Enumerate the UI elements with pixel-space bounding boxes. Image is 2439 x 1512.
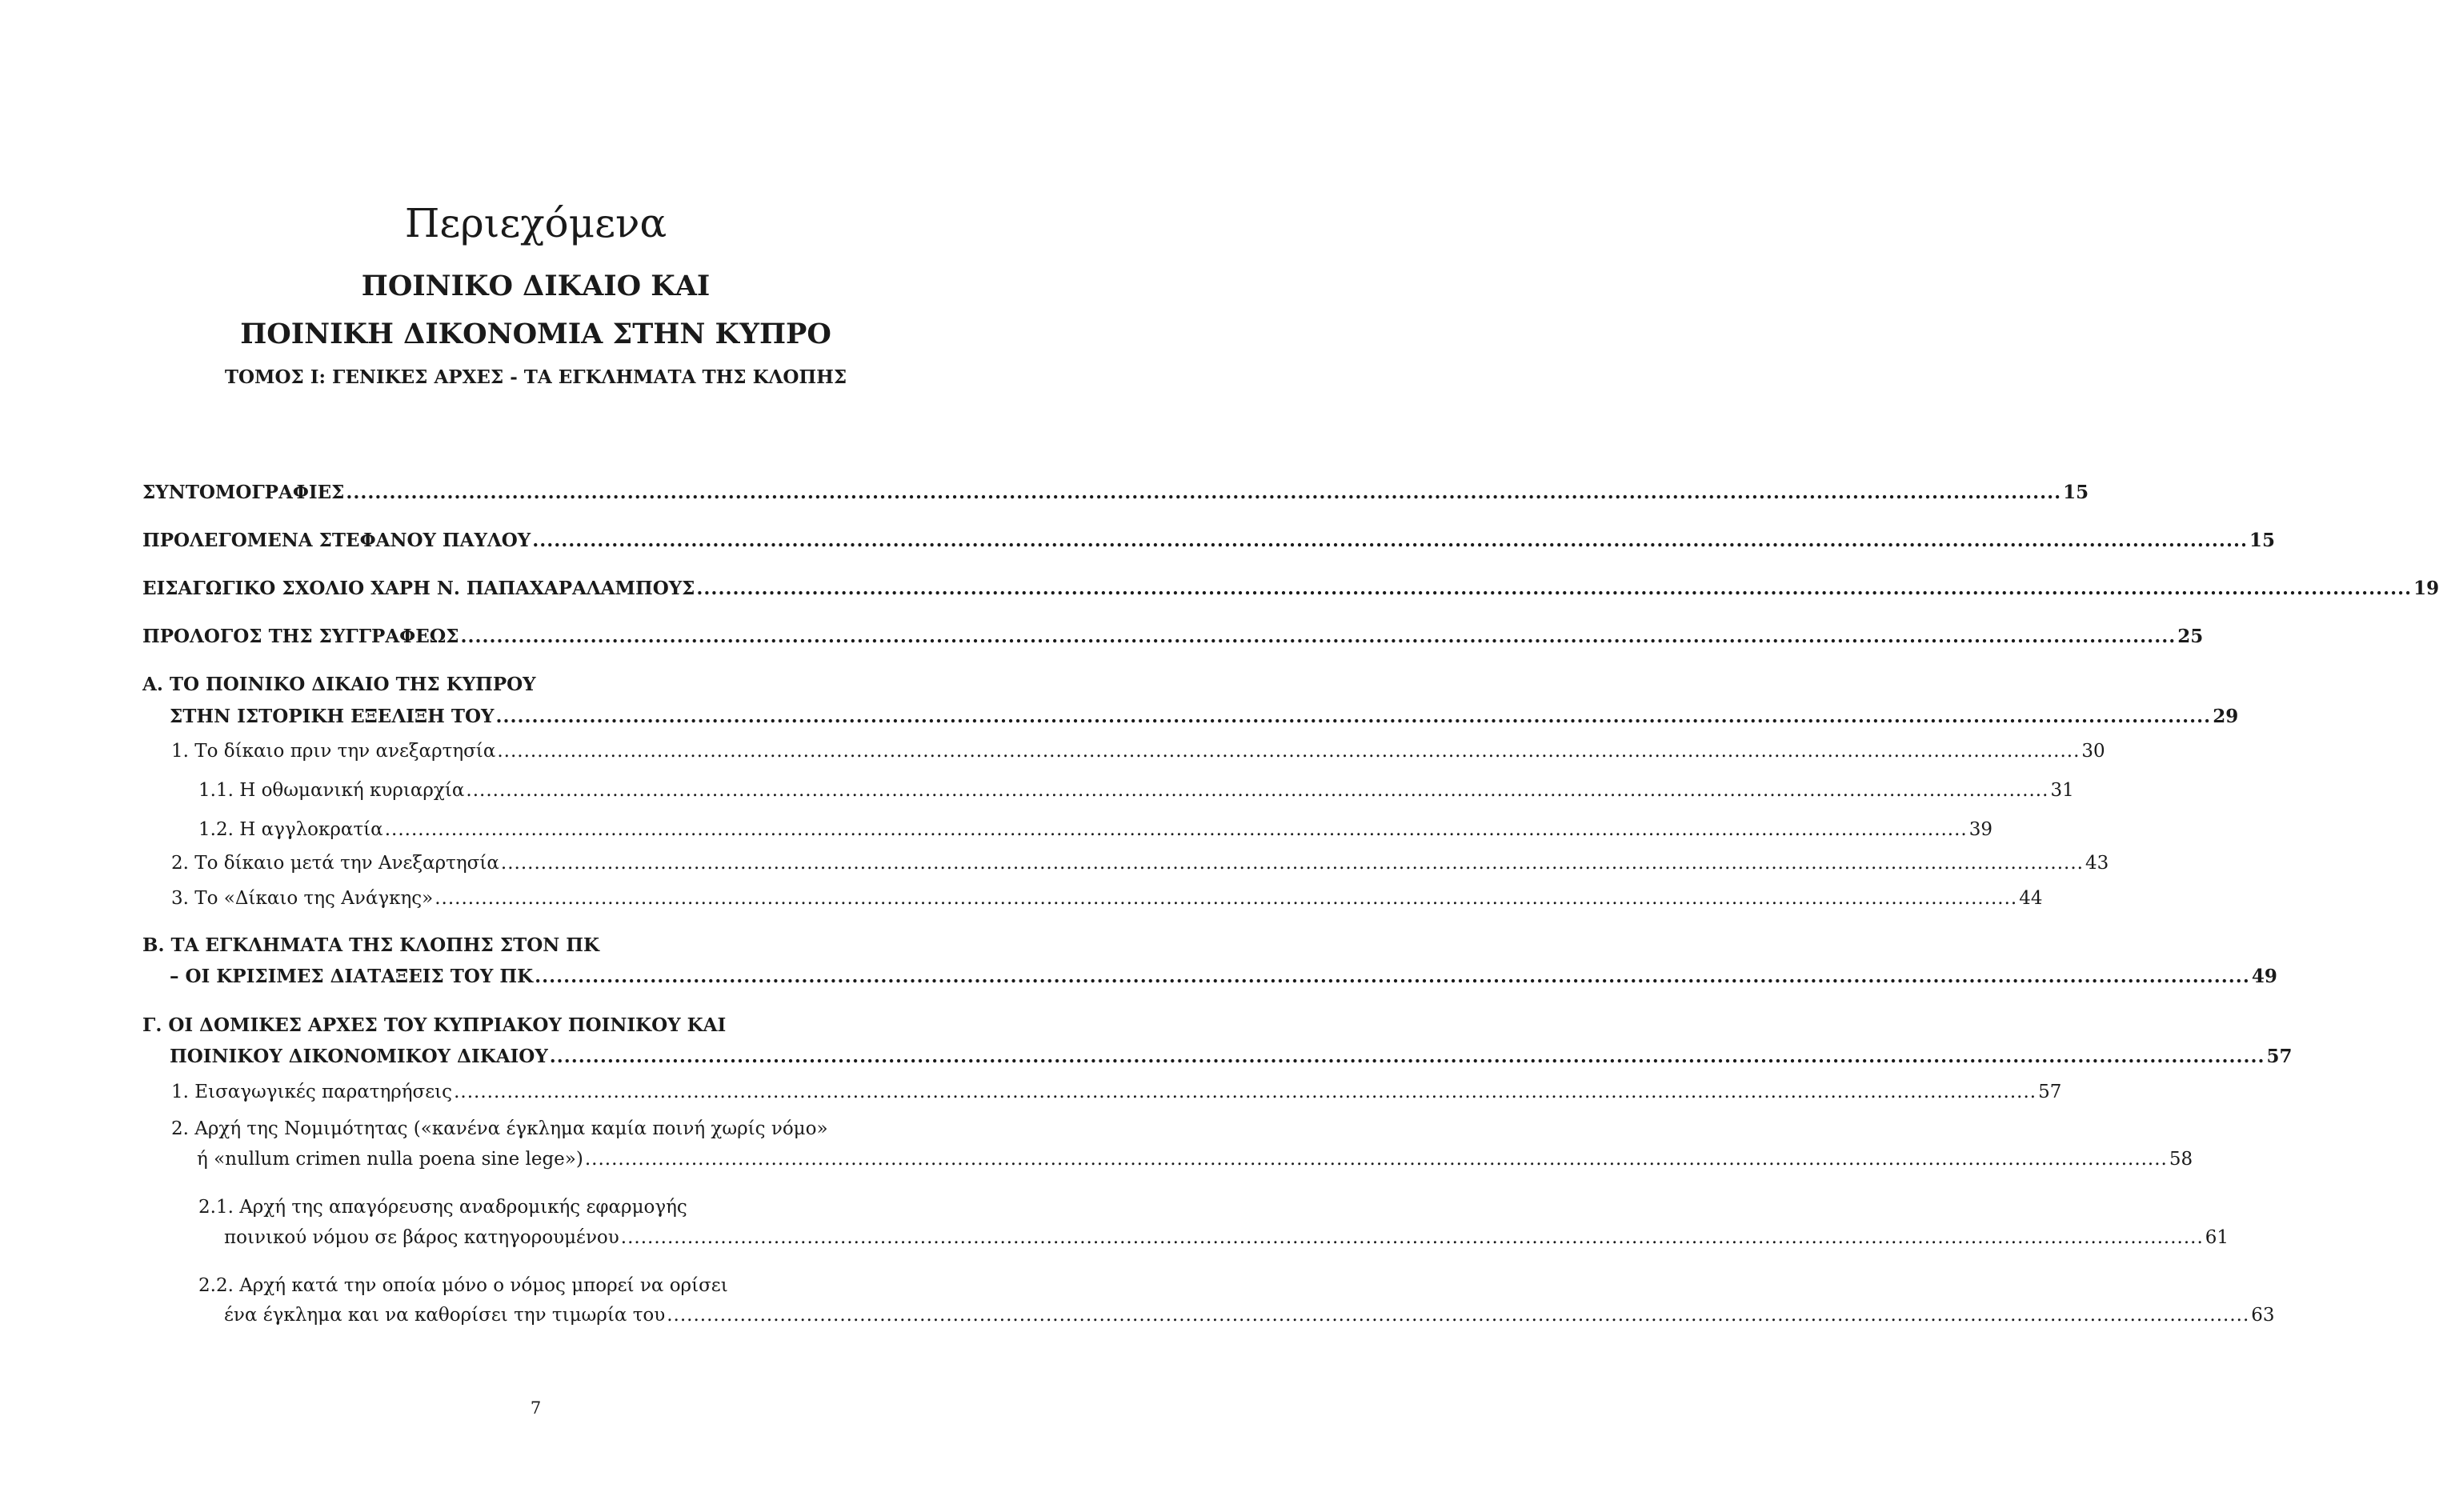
book-subtitle: ΤΟΜΟΣ Ι: ΓΕΝΙΚΕΣ ΑΡΧΕΣ - ΤΑ ΕΓΚΛΗΜΑΤΑ ΤΗΣ ΚΛΟΠΗΣ	[224, 366, 847, 388]
toc-entry-page: 63	[2251, 1305, 2275, 1326]
toc-entry-page: 58	[2169, 1149, 2193, 1170]
toc-entry-page: 44	[2019, 888, 2043, 909]
dot-leader	[550, 1046, 2265, 1067]
toc-entry-intro-note	[142, 578, 2439, 599]
toc-item	[224, 1305, 2275, 1326]
toc-entry-abbreviations	[142, 482, 2089, 503]
toc-entry-title: ΠΟΙΝΙΚΟΥ ΔΙΚΟΝΟΜΙΚΟΥ ΔΙΚΑΙΟΥ	[170, 1046, 548, 1067]
toc-entry-page: 30	[2081, 741, 2105, 762]
dot-leader	[346, 482, 2061, 503]
toc-entry-title: ΣΥΝΤΟΜΟΓΡΑΦΙΕΣ	[142, 482, 345, 503]
toc-entry-foreword	[142, 530, 2275, 551]
toc-entry-title: 1.1. Η οθωμανική κυριαρχία	[198, 780, 465, 801]
toc-entry-title: 1. Εισαγωγικές παρατηρήσεις	[171, 1082, 453, 1102]
dot-leader	[454, 1082, 2037, 1102]
toc-entry-page: 49	[2251, 966, 2277, 987]
toc-section-c	[170, 1046, 2293, 1067]
dot-leader	[585, 1149, 2168, 1170]
toc-item	[198, 780, 2074, 801]
book-title-line-1: ΠΟΙΝΙΚΟ ΔΙΚΑΙΟ ΚΑΙ	[361, 270, 711, 302]
toc-section-a-heading: Α. ΤΟ ΠΟΙΝΙΚΟ ΔΙΚΑΙΟ ΤΗΣ ΚΥΠΡΟΥ	[142, 674, 536, 695]
toc-item	[171, 1082, 2062, 1102]
toc-item	[171, 853, 2109, 874]
toc-entry-title: ΠΡΟΛΕΓΟΜΕΝΑ ΣΤΕΦΑΝΟΥ ΠΑΥΛΟΥ	[142, 530, 531, 551]
dot-leader	[501, 853, 2084, 874]
toc-entry-page: 31	[2050, 780, 2074, 801]
dot-leader	[696, 578, 2412, 599]
toc-entry-title: 1.2. Η αγγλοκρατία	[198, 819, 383, 840]
toc-entry-title: 1. Το δίκαιο πριν την ανεξαρτησία	[171, 741, 496, 762]
book-title-line-2: ΠΟΙΝΙΚΗ ΔΙΚΟΝΟΜΙΑ ΣΤΗΝ ΚΥΠΡΟ	[240, 318, 831, 350]
toc-entry-page: 15	[2249, 530, 2275, 551]
dot-leader	[621, 1227, 2204, 1248]
dot-leader	[497, 741, 2080, 762]
toc-item	[198, 819, 1993, 840]
toc-entry-page: 29	[2213, 706, 2239, 727]
toc-entry-page: 57	[2266, 1046, 2293, 1067]
dot-leader	[460, 626, 2176, 647]
dot-leader	[385, 819, 1968, 840]
toc-item-heading: 2.1. Αρχή της απαγόρευσης αναδρομικής εφαρμογής	[198, 1197, 687, 1218]
toc-entry-page: 25	[2177, 626, 2204, 647]
toc-section-b-heading: Β. ΤΑ ΕΓΚΛΗΜΑΤΑ ΤΗΣ ΚΛΟΠΗΣ ΣΤΟΝ ΠΚ	[142, 934, 599, 956]
dot-leader	[535, 966, 2250, 987]
toc-entry-title: ΠΡΟΛΟΓΟΣ ΤΗΣ ΣΥΓΓΡΑΦΕΩΣ	[142, 626, 459, 647]
toc-entry-page: 57	[2038, 1082, 2062, 1102]
toc-item	[197, 1149, 2193, 1170]
toc-item	[171, 741, 2105, 762]
toc-item-heading: 2.2. Αρχή κατά την οποία μόνο ο νόμος μπορεί να ορίσει	[198, 1275, 728, 1296]
toc-entry-title: 3. Το «Δίκαιο της Ανάγκης»	[171, 888, 434, 909]
toc-entry-title: ΕΙΣΑΓΩΓΙΚΟ ΣΧΟΛΙΟ ΧΑΡΗ Ν. ΠΑΠΑΧΑΡΑΛΑΜΠΟΥΣ	[142, 578, 695, 599]
toc-entry-page: 43	[2085, 853, 2109, 874]
toc-entry-title: ένα έγκλημα και να καθορίσει την τιμωρία του	[224, 1305, 666, 1326]
toc-entry-page: 39	[1968, 819, 1993, 840]
toc-section-a	[170, 706, 2239, 727]
dot-leader	[466, 780, 2049, 801]
toc-entry-title: ΣΤΗΝ ΙΣΤΟΡΙΚΗ ΕΞΕΛΙΞΗ ΤΟΥ	[170, 706, 495, 727]
toc-item	[224, 1227, 2229, 1248]
dot-leader	[667, 1305, 2249, 1326]
toc-item-heading: 2. Αρχή της Νομιμότητας («κανένα έγκλημα καμία ποινή χωρίς νόμο»	[171, 1118, 828, 1139]
toc-entry-page: 19	[2413, 578, 2439, 599]
toc-entry-preface	[142, 626, 2204, 647]
dot-leader	[435, 888, 2017, 909]
toc-entry-page: 15	[2063, 482, 2089, 503]
toc-entry-title: ή «nullum crimen nulla poena sine lege»)	[197, 1149, 583, 1170]
toc-entry-page: 61	[2205, 1227, 2229, 1248]
toc-entry-title: – ΟΙ ΚΡΙΣΙΜΕΣ ΔΙΑΤΑΞΕΙΣ ΤΟΥ ΠΚ	[170, 966, 534, 987]
dot-leader	[532, 530, 2248, 551]
dot-leader	[495, 706, 2211, 727]
toc-item	[171, 888, 2043, 909]
page-number: 7	[530, 1398, 542, 1418]
toc-entry-title: 2. Το δίκαιο μετά την Ανεξαρτησία	[171, 853, 499, 874]
toc-title: Περιεχόμενα	[404, 200, 667, 246]
toc-entry-title: ποινικού νόμου σε βάρος κατηγορουμένου	[224, 1227, 619, 1248]
toc-section-c-heading: Γ. ΟΙ ΔΟΜΙΚΕΣ ΑΡΧΕΣ ΤΟΥ ΚΥΠΡΙΑΚΟΥ ΠΟΙΝΙΚΟΥ ΚΑΙ	[142, 1014, 727, 1036]
toc-section-b	[170, 966, 2277, 987]
